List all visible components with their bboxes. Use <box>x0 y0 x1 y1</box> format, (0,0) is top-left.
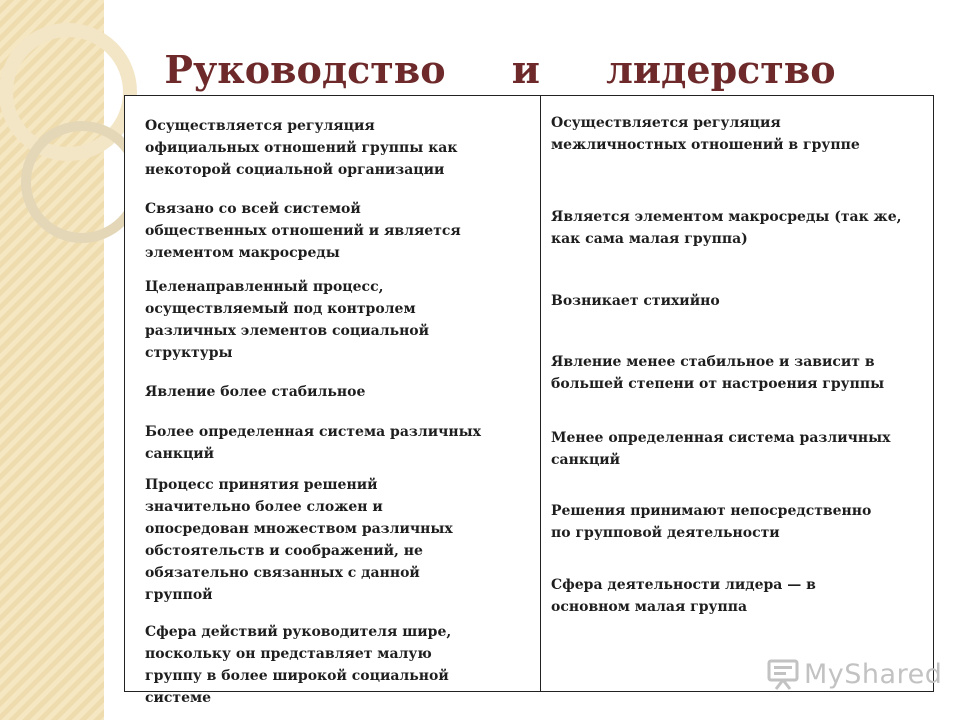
management-cell-4: Явление более стабильное <box>145 384 366 400</box>
leadership-cell-4: Явление менее стабильное и зависит в большей степени от настроения группы <box>551 354 885 392</box>
management-cell-5: Более определенная система различных санкций <box>145 424 481 462</box>
myshared-watermark <box>766 654 942 694</box>
slide-title: Руководство и лидерство <box>164 47 836 93</box>
leadership-cell-7: Сфера деятельности лидера — в основном малая группа <box>551 577 816 615</box>
leadership-cell-2: Является элементом макросреды (так же, как сама малая группа) <box>551 209 902 247</box>
table-column-divider <box>540 95 541 692</box>
management-cell-1: Осуществляется регуляция официальных отношений группы как некоторой социальной организации <box>145 118 458 178</box>
management-cell-6: Процесс принятия решений значительно более сложен и опосредован множеством различных обстоятельств и соображений, не обязательно связанных с данной группой <box>145 477 453 603</box>
leadership-cell-1: Осуществляется регуляция межличностных отношений в группе <box>551 115 860 153</box>
leadership-cell-3: Возникает стихийно <box>551 293 720 309</box>
presentation-board-icon <box>766 657 800 691</box>
management-cell-3: Целенаправленный процесс, осуществляемый под контролем различных элементов социальной структуры <box>145 279 430 361</box>
leadership-cell-5: Менее определенная система различных санкций <box>551 430 891 468</box>
watermark-text: MyShared <box>804 658 943 690</box>
management-cell-7: Сфера действий руководителя шире, поскольку он представляет малую группу в более широкой социальной системе <box>145 624 452 706</box>
leadership-cell-6: Решения принимают непосредственно по групповой деятельности <box>551 503 872 541</box>
decorative-ring-small <box>26 126 138 238</box>
management-cell-2: Связано со всей системой общественных отношений и является элементом макросреды <box>145 201 461 261</box>
